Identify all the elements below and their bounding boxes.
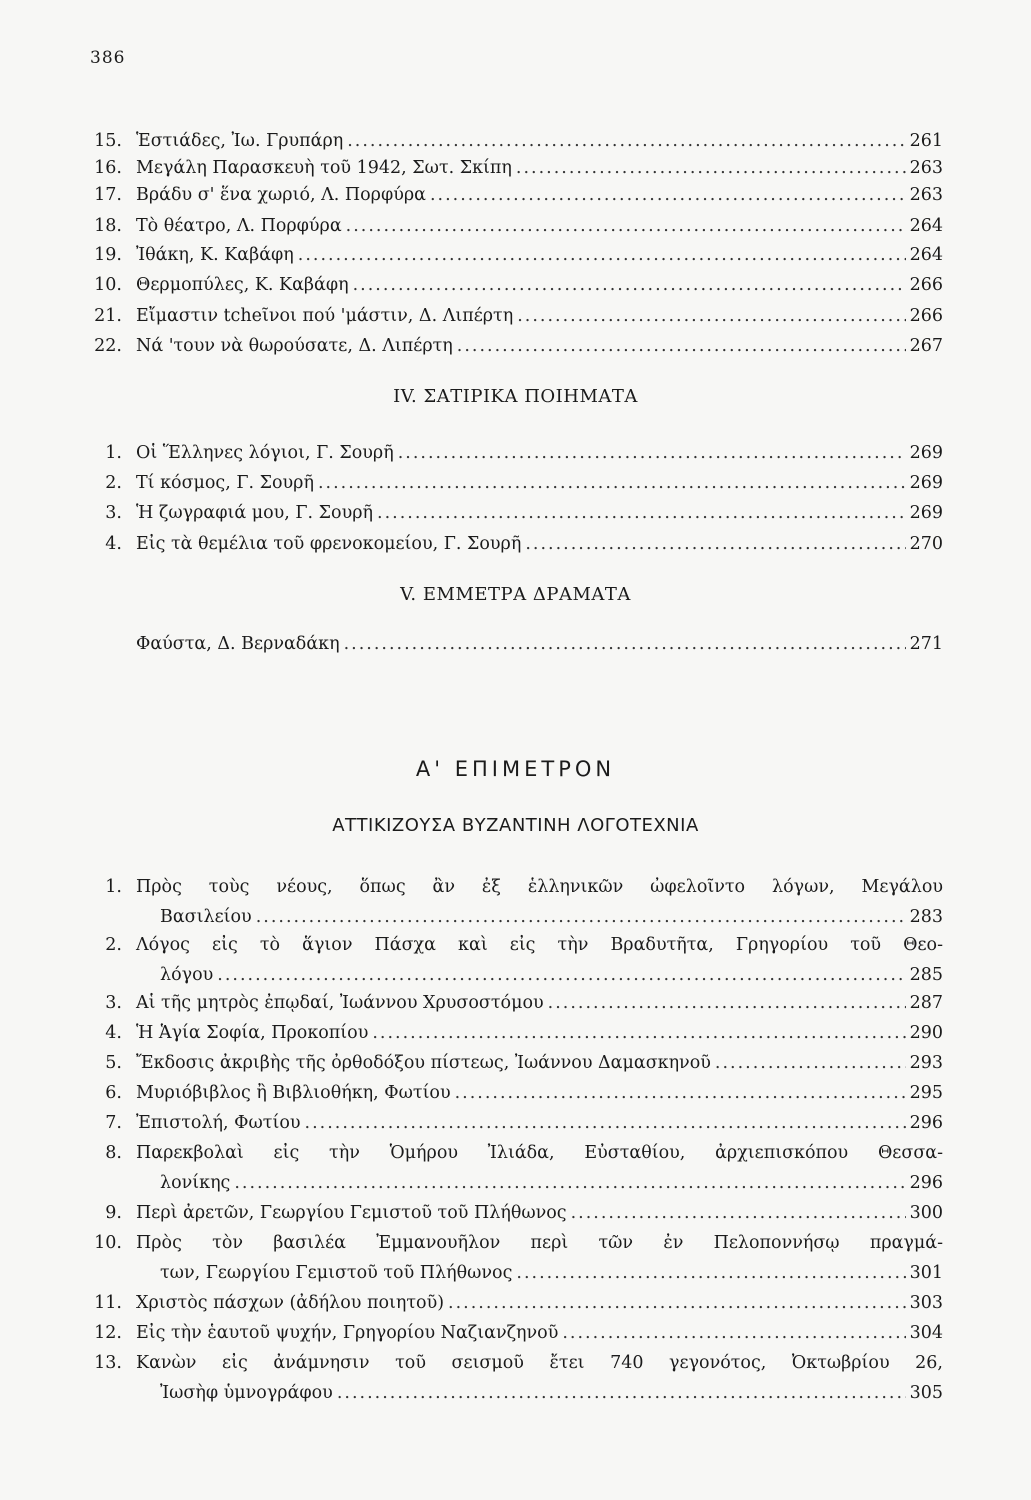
entry-page: 267 (909, 336, 943, 356)
entry-number: 4. (105, 534, 122, 554)
leader-dots (298, 242, 906, 268)
entry-title: λονίκης (160, 1173, 231, 1193)
section-heading: V. ΕΜΜΕΤΡΑ ΔΡΑΜΑΤΑ (400, 584, 631, 605)
entry-title-line1: Πρὸς τὸν βασιλέα Ἐμμανουῆλον περὶ τῶν ἐν Πελοποννήσῳ πραγμά- (136, 1233, 943, 1253)
entry-title: Ἰθάκη, Κ. Καβάφη (136, 245, 294, 265)
entry-page: 271 (909, 634, 943, 654)
entry-title: Νά 'τουν νὰ θωρούσατε, Δ. Λιπέρτη (136, 336, 453, 356)
entry-number: 11. (94, 1293, 122, 1313)
entry-number: 2. (105, 473, 122, 493)
entry-number: 5. (105, 1053, 122, 1073)
leader-dots (305, 1110, 906, 1136)
leader-dots (455, 1080, 906, 1106)
entry-page: 264 (909, 245, 943, 265)
leader-dots (318, 470, 906, 496)
entry-title: Ἡ ζωγραφιά μου, Γ. Σουρῆ (136, 503, 374, 523)
leader-dots (377, 500, 906, 526)
entry-page: 266 (909, 275, 943, 295)
entry-title: Οἱ Ἕλληνες λόγιοι, Γ. Σουρῆ (136, 443, 394, 463)
entry-page: 264 (909, 216, 943, 236)
entry-number: 4. (105, 1023, 122, 1043)
leader-dots (715, 1050, 906, 1076)
entry-title: Εἰς τὴν ἑαυτοῦ ψυχήν, Γρηγορίου Ναζιανζηνοῦ (136, 1323, 559, 1343)
entry-page: 303 (909, 1293, 943, 1313)
entry-number: 16. (94, 158, 122, 178)
entry-page: 290 (909, 1023, 943, 1043)
entry-number: 22. (94, 336, 122, 356)
entry-title: Εἴμαστιν tcheῖνοι πού 'μάστιν, Δ. Λιπέρτη (136, 306, 514, 326)
entry-number: 13. (94, 1353, 122, 1373)
entry-page: 295 (909, 1083, 943, 1103)
entry-number: 8. (105, 1143, 122, 1163)
entry-page: 285 (909, 965, 943, 985)
leader-dots (457, 333, 906, 359)
entry-number: 3. (105, 503, 122, 523)
leader-dots (234, 1170, 905, 1196)
leader-dots (448, 1290, 906, 1316)
entry-title: Μυριόβιβλος ἢ Βιβλιοθήκη, Φωτίου (136, 1083, 451, 1103)
entry-page: 287 (909, 993, 943, 1013)
leader-dots (516, 1260, 905, 1286)
entry-title: Αἱ τῆς μητρὸς ἐπῳδαί, Ἰωάννου Χρυσοστόμου (136, 993, 544, 1013)
entry-page: 263 (909, 158, 943, 178)
leader-dots (516, 155, 906, 181)
entry-number: 2. (105, 935, 122, 955)
entry-page: 293 (909, 1053, 943, 1073)
leader-dots (571, 1200, 906, 1226)
entry-title: Ἰωσὴφ ὑμνογράφου (160, 1383, 333, 1403)
entry-number: 7. (105, 1113, 122, 1133)
entry-number: 10. (94, 275, 122, 295)
entry-page: 283 (909, 907, 943, 927)
page-number: 386 (90, 48, 126, 68)
entry-title-line1: Πρὸς τοὺς νέους, ὅπως ἂν ἐξ ἑλληνικῶν ὠφελοῖντο λόγων, Μεγάλου (136, 877, 943, 897)
entry-title: Φαύστα, Δ. Βερναδάκη (136, 634, 340, 654)
entry-title-line1: Κανὼν εἰς ἀνάμνησιν τοῦ σεισμοῦ ἔτει 740 γεγονότος, Ὀκτωβρίου 26, (136, 1353, 943, 1373)
leader-dots (353, 272, 906, 298)
supplement-heading: Α' ΕΠΙΜΕΤΡΟΝ (415, 757, 616, 781)
entry-page: 261 (909, 131, 943, 151)
entry-page: 266 (909, 306, 943, 326)
entry-page: 300 (909, 1203, 943, 1223)
entry-title: Ἑστιάδες, Ἰω. Γρυπάρη (136, 131, 344, 151)
entry-page: 305 (909, 1383, 943, 1403)
leader-dots (344, 631, 906, 657)
section-heading: IV. ΣΑΤΙΡΙΚΑ ΠΟΙΗΜΑΤΑ (393, 386, 638, 407)
entry-number: 6. (105, 1083, 122, 1103)
entry-title: Ἡ Ἁγία Σοφία, Προκοπίου (136, 1023, 369, 1043)
leader-dots (372, 1020, 905, 1046)
entry-title: Ἐπιστολή, Φωτίου (136, 1113, 301, 1133)
entry-title: Βράδυ σ' ἕνα χωριό, Λ. Πορφύρα (136, 185, 426, 205)
entry-title: Περὶ ἀρετῶν, Γεωργίου Γεμιστοῦ τοῦ Πλήθωνος (136, 1203, 567, 1223)
entry-title: Χριστὸς πάσχων (ἀδήλου ποιητοῦ) (136, 1293, 445, 1313)
entry-number: 15. (94, 131, 122, 151)
entry-page: 296 (909, 1173, 943, 1193)
leader-dots (517, 303, 905, 329)
leader-dots (217, 962, 905, 988)
entry-page: 304 (909, 1323, 943, 1343)
leader-dots (548, 990, 906, 1016)
entry-number: 21. (94, 306, 122, 326)
entry-title: Τὸ θέατρο, Λ. Πορφύρα (136, 216, 342, 236)
entry-title: Ἔκδοσις ἀκριβὴς τῆς ὀρθοδόξου πίστεως, Ἰωάννου Δαμασκηνοῦ (136, 1053, 711, 1073)
entry-page: 270 (909, 534, 943, 554)
leader-dots (347, 128, 905, 154)
entry-number: 19. (94, 245, 122, 265)
leader-dots (525, 531, 905, 557)
entry-page: 269 (909, 473, 943, 493)
entry-number: 9. (105, 1203, 122, 1223)
entry-page: 301 (909, 1263, 943, 1283)
leader-dots (398, 440, 906, 466)
leader-dots (346, 213, 906, 239)
entry-title: λόγου (160, 965, 214, 985)
entry-page: 269 (909, 443, 943, 463)
entry-number: 12. (94, 1323, 122, 1343)
entry-title: Εἰς τὰ θεμέλια τοῦ φρενοκομείου, Γ. Σουρῆ (136, 534, 522, 554)
leader-dots (337, 1380, 906, 1406)
entry-page: 296 (909, 1113, 943, 1133)
entry-title: Θερμοπύλες, Κ. Καβάφη (136, 275, 349, 295)
entry-page: 263 (909, 185, 943, 205)
entry-number: 17. (94, 185, 122, 205)
entry-number: 1. (105, 443, 122, 463)
entry-title: Μεγάλη Παρασκευὴ τοῦ 1942, Σωτ. Σκίπη (136, 158, 512, 178)
entry-title: Τί κόσμος, Γ. Σουρῆ (136, 473, 314, 493)
entry-title-line1: Παρεκβολαὶ εἰς τὴν Ὁμήρου Ἰλιάδα, Εὐσταθίου, ἀρχιεπισκόπου Θεσσα- (136, 1143, 943, 1163)
subsection-heading: ΑΤΤΙΚΙΖΟΥΣΑ ΒΥΖΑΝΤΙΝΗ ΛΟΓΟΤΕΧΝΙΑ (332, 815, 699, 836)
leader-dots (562, 1320, 905, 1346)
leader-dots (256, 904, 906, 930)
leader-dots (430, 182, 906, 208)
entry-title: των, Γεωργίου Γεμιστοῦ τοῦ Πλήθωνος (160, 1263, 513, 1283)
entry-number: 10. (94, 1233, 122, 1253)
entry-title-line1: Λόγος εἰς τὸ ἅγιον Πάσχα καὶ εἰς τὴν Βραδυτῆτα, Γρηγορίου τοῦ Θεο- (136, 935, 943, 955)
entry-number: 1. (105, 877, 122, 897)
entry-title: Βασιλείου (160, 907, 252, 927)
entry-page: 269 (909, 503, 943, 523)
entry-number: 18. (94, 216, 122, 236)
entry-number: 3. (105, 993, 122, 1013)
